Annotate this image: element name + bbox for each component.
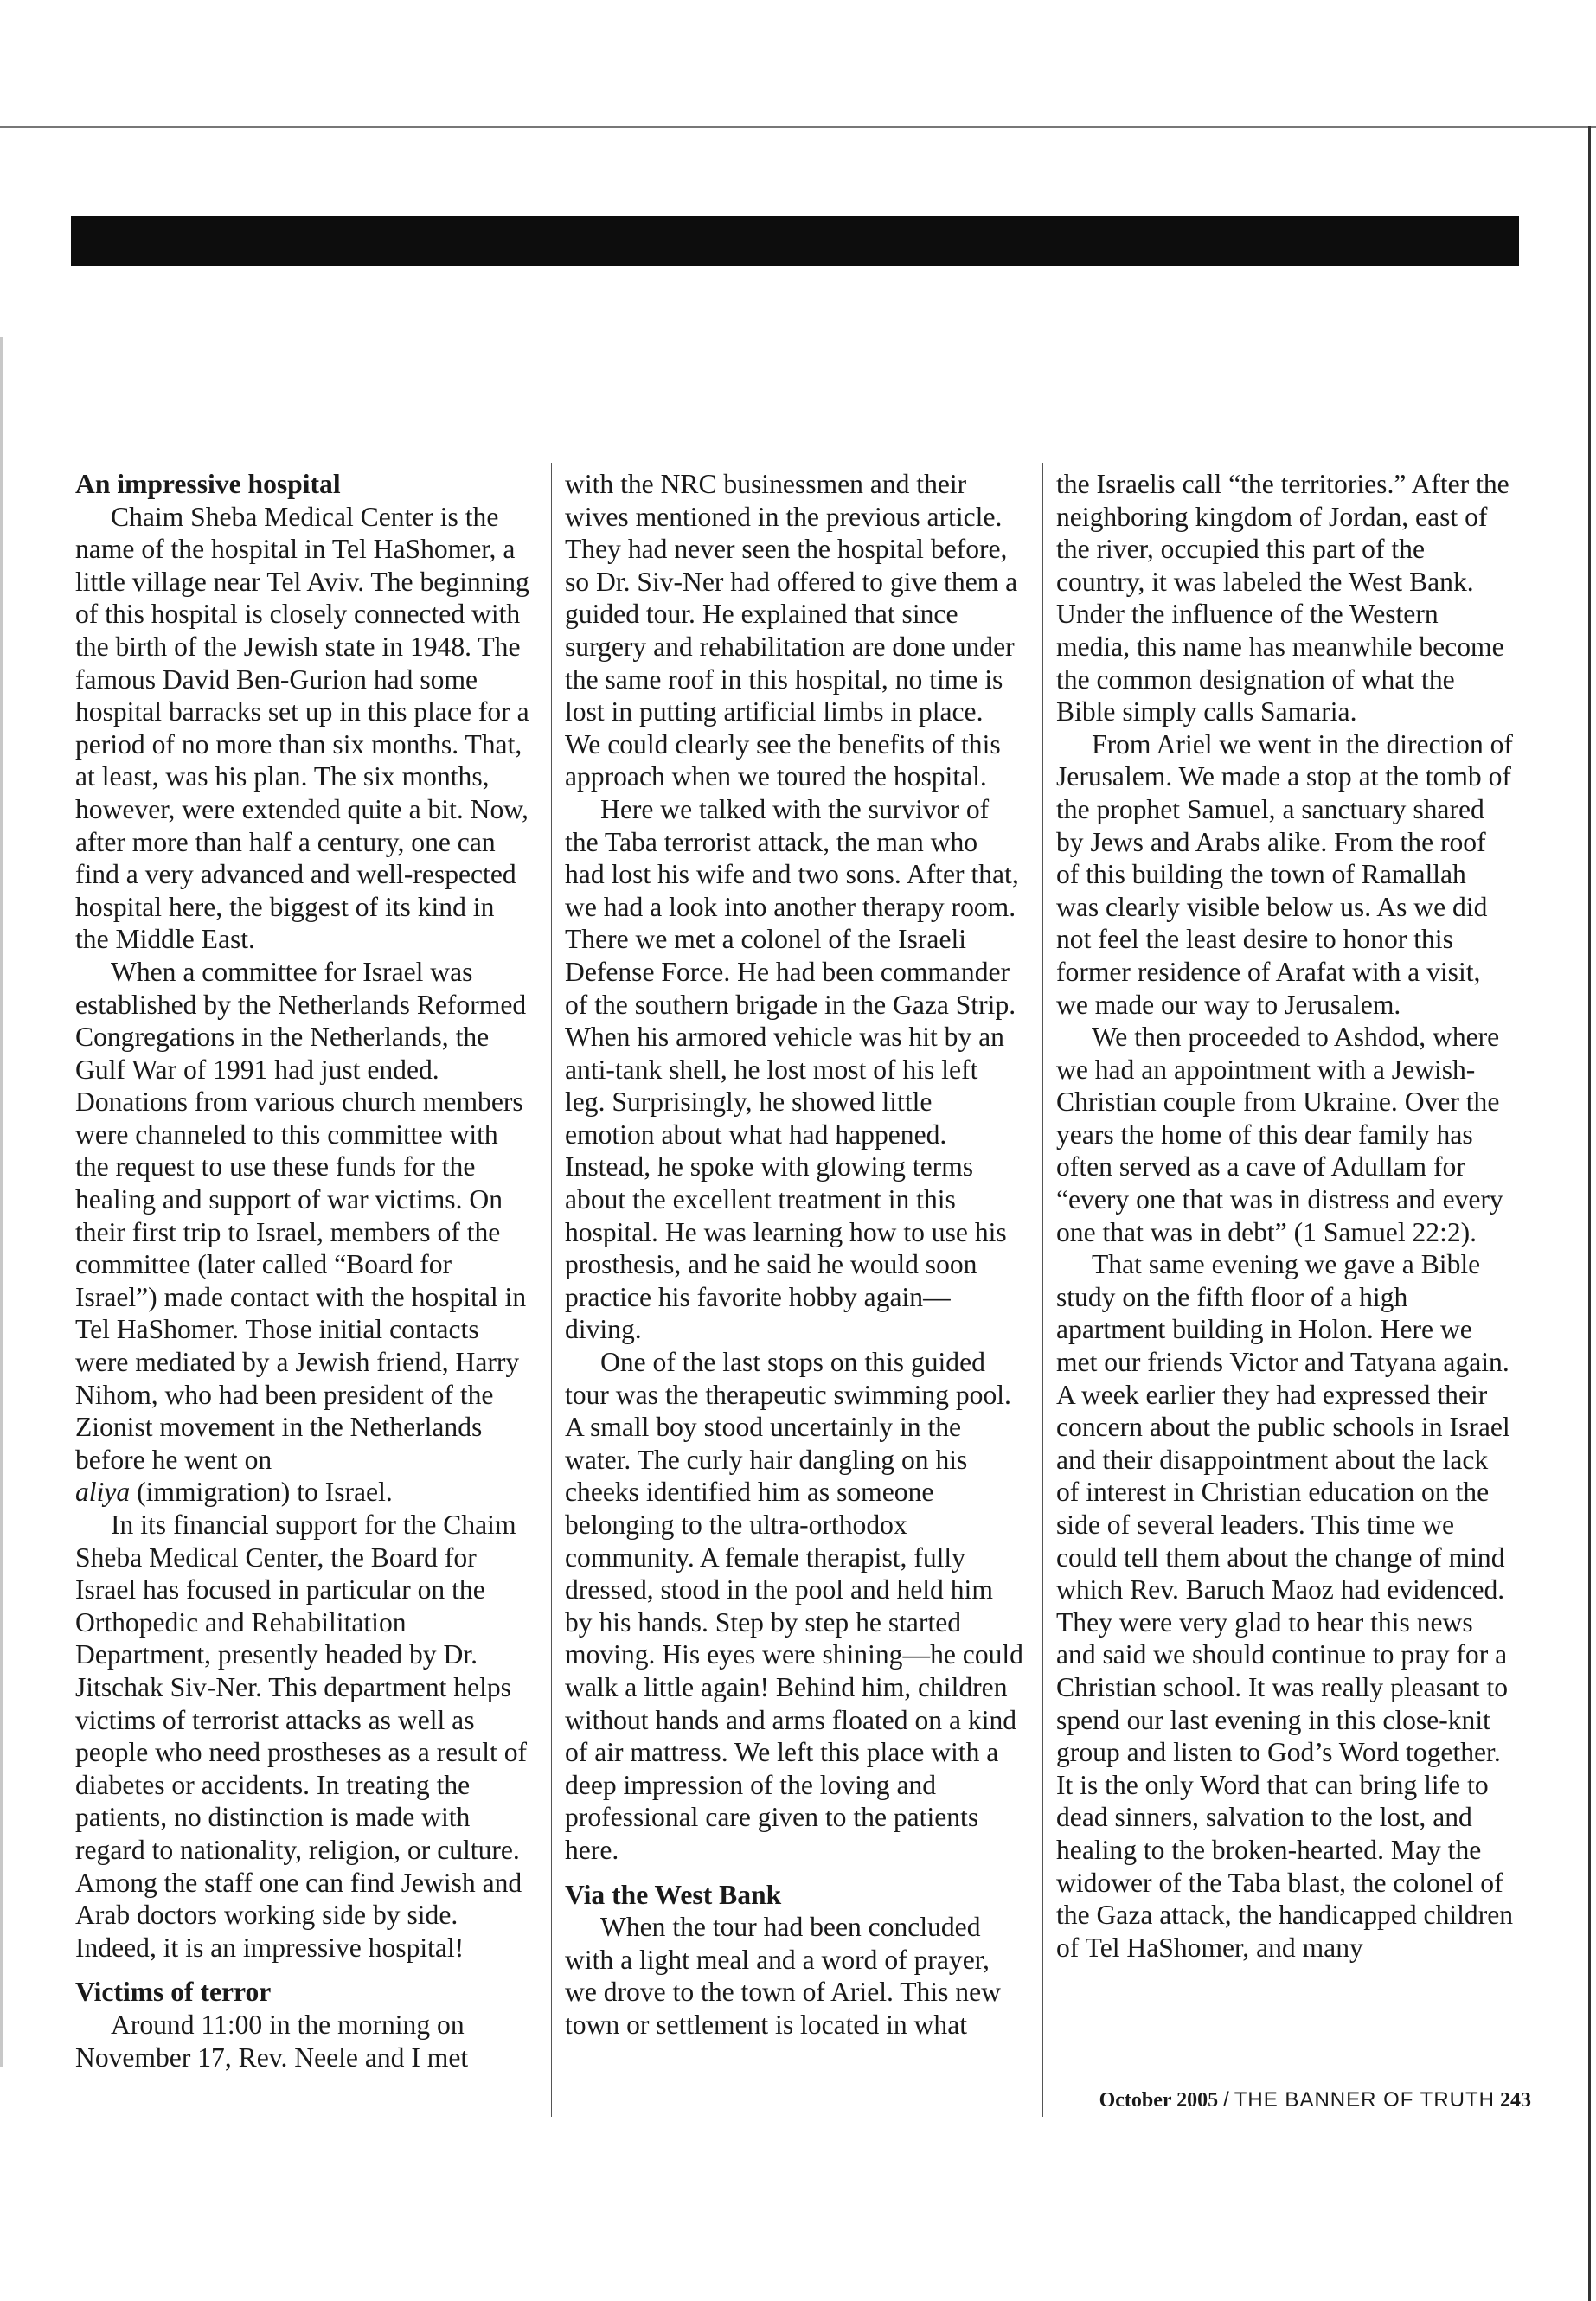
page-footer xyxy=(1047,2087,1531,2113)
page-left-edge xyxy=(0,337,3,2067)
article-column-1 xyxy=(75,468,534,2073)
paragraph: Here we talked with the survivor of the Taba terrorist attack, the man who had lost his wife and two sons. After that, we had a look into another therapy room. There we met a colonel of the Israeli Defense Force. He had been commander of the southern brigade in the Gaza Strip. When his armored vehicle was hit by an anti-tank shell, he lost most of his left leg. Surprisingly, he showed little emotion about what had happened. Instead, he spoke with glowing terms about the excellent treatment in this hospital. He was learning how to use his prosthesis, and he said he would soon practice his favorite hobby again—diving. xyxy=(565,793,1019,1345)
paragraph-end: (immigration) to Israel. xyxy=(137,1477,393,1508)
paragraph: That same evening we gave a Bible study on the fifth floor of a high apartment building in Holon. Here we met our friends Victor and Tatyana again. A week earlier they had expressed their concern about the public schools in Israel and their disappointment about the lack of interest in Christian education on the side of several leaders. This time we could tell them about the change of mind which Rev. Baruch Maoz had evidenced. They were very glad to hear this news and said we should continue to pray for a Christian school. It was really pleasant to spend our last evening in this close-knit group and listen to God’s Word together. It is the only Word that can bring life to dead sinners, salvation to the lost, and healing to the broken-hearted. May the widower of the Taba blast, the colonel of the Gaza attack, the handicapped children of Tel HaShomer, and many xyxy=(1056,1249,1514,1963)
paragraph: Chaim Sheba Medical Center is the name of the hospital in Tel HaShomer, a little village near Tel Aviv. The beginning of this hospital is closely connected with the birth of the Jewish state in 1948. The famous David Ben-Gurion had some hospital barracks set up in this place for a period of no more than six months. That, at least, was his plan. The six months, however, were extended quite a bit. Now, after more than half a century, one can find a very advanced and well-respected hospital here, the biggest of its kind in the Middle East. xyxy=(75,501,529,955)
magazine-title: THE BANNER OF TRUTH xyxy=(1234,2088,1495,2112)
column-divider xyxy=(551,463,552,2117)
paragraph: with the NRC businessmen and their wives mentioned in the previous article. They had never seen the hospital before, so Dr. Siv-Ner had offered to give them a guided tour. He explained that since surgery and rehabilitation are done under the same roof in this hospital, no time is lost in putting artificial limbs in place. We could clearly see the benefits of this approach when we toured the hospital. xyxy=(565,469,1018,792)
page-number: 243 xyxy=(1500,2089,1531,2112)
header-banner-bar xyxy=(71,216,1519,266)
article-column-2 xyxy=(565,468,1023,2041)
paragraph: From Ariel we went in the direction of Jerusalem. We made a stop at the tomb of the prophet Samuel, a sanctuary shared by Jews and Arabs alike. From the roof of this building the town of Ramallah was clearly visible below us. As we did not feel the least desire to honor this former residence of Arafat with a visit, we made our way to Jerusalem. xyxy=(1056,728,1513,1020)
issue-date: October 2005 xyxy=(1099,2089,1219,2112)
paragraph: We then proceeded to Ashdod, where we had an appointment with a Jewish-Christian couple from Ukraine. Over the years the home of this dear family has often served as a cave of Adullam for “every one that was in distress and every one that was in debt” (1 Samuel 22:2). xyxy=(1056,1022,1503,1247)
paragraph-continuation xyxy=(75,1476,534,1509)
column-divider xyxy=(1042,463,1043,2117)
footer-separator: / xyxy=(1223,2088,1229,2112)
paragraph: One of the last stops on this guided tour was the therapeutic swimming pool. A small boy stood uncertainly in the water. The curly hair dangling on his cheeks identified him as someone belonging to the ultra-orthodox community. A female therapist, fully dressed, stood in the pool and held him by his hands. Step by step he started moving. His eyes were shining—he could walk a little again! Behind him, children without hands and arms floated on a kind of air mattress. We left this place with a deep impression of the loving and professional care given to the patients here. xyxy=(565,1347,1023,1865)
italic-term: aliya xyxy=(75,1477,131,1508)
page-top-border xyxy=(0,126,1596,128)
paragraph: When the tour had been concluded with a light meal and a word of prayer, we drove to the town of Ariel. This new town or settlement is located in what xyxy=(565,1912,1001,2040)
paragraph: the Israelis call “the territories.” After the neighboring kingdom of Jordan, east of the river, occupied this part of the country, it was labeled the West Bank. Under the influence of the Western media, this name has meanwhile become the common designation of what the Bible simply calls Samaria. xyxy=(1056,469,1509,727)
section-heading-victims-of-terror: Victims of terror xyxy=(75,1977,272,2008)
paragraph: When a committee for Israel was established by the Netherlands Reformed Congregations in the Netherlands, the Gulf War of 1991 had just ended. Donations from various church members were channeled to this committee with the request to use these funds for the healing and support of war victims. On their first trip to Israel, members of the committee (later called “Board for Israel”) made contact with the hospital in Tel HaShomer. Those initial contacts were mediated by a Jewish friend, Harry Nihom, who had been president of the Zionist movement in the Netherlands before he went on xyxy=(75,956,527,1475)
paragraph: Around 11:00 in the morning on November 17, Rev. Neele and I met xyxy=(75,2009,469,2073)
section-heading-impressive-hospital: An impressive hospital xyxy=(75,469,341,499)
page-right-edge xyxy=(1588,126,1591,2301)
paragraph: In its financial support for the Chaim Sheba Medical Center, the Board for Israel has focused in particular on the Orthopedic and Rehabilitation Department, presently headed by Dr. Jitschak Siv-Ner. This department helps victims of terrorist attacks as well as people who need prostheses as a result of diabetes or accidents. In treating the patients, no distinction is made with regard to nationality, religion, or culture. Among the staff one can find Jewish and Arab doctors working side by side. Indeed, it is an impressive hospital! xyxy=(75,1509,528,1963)
article-column-3 xyxy=(1056,468,1515,1964)
section-heading-west-bank: Via the West Bank xyxy=(565,1879,782,1910)
